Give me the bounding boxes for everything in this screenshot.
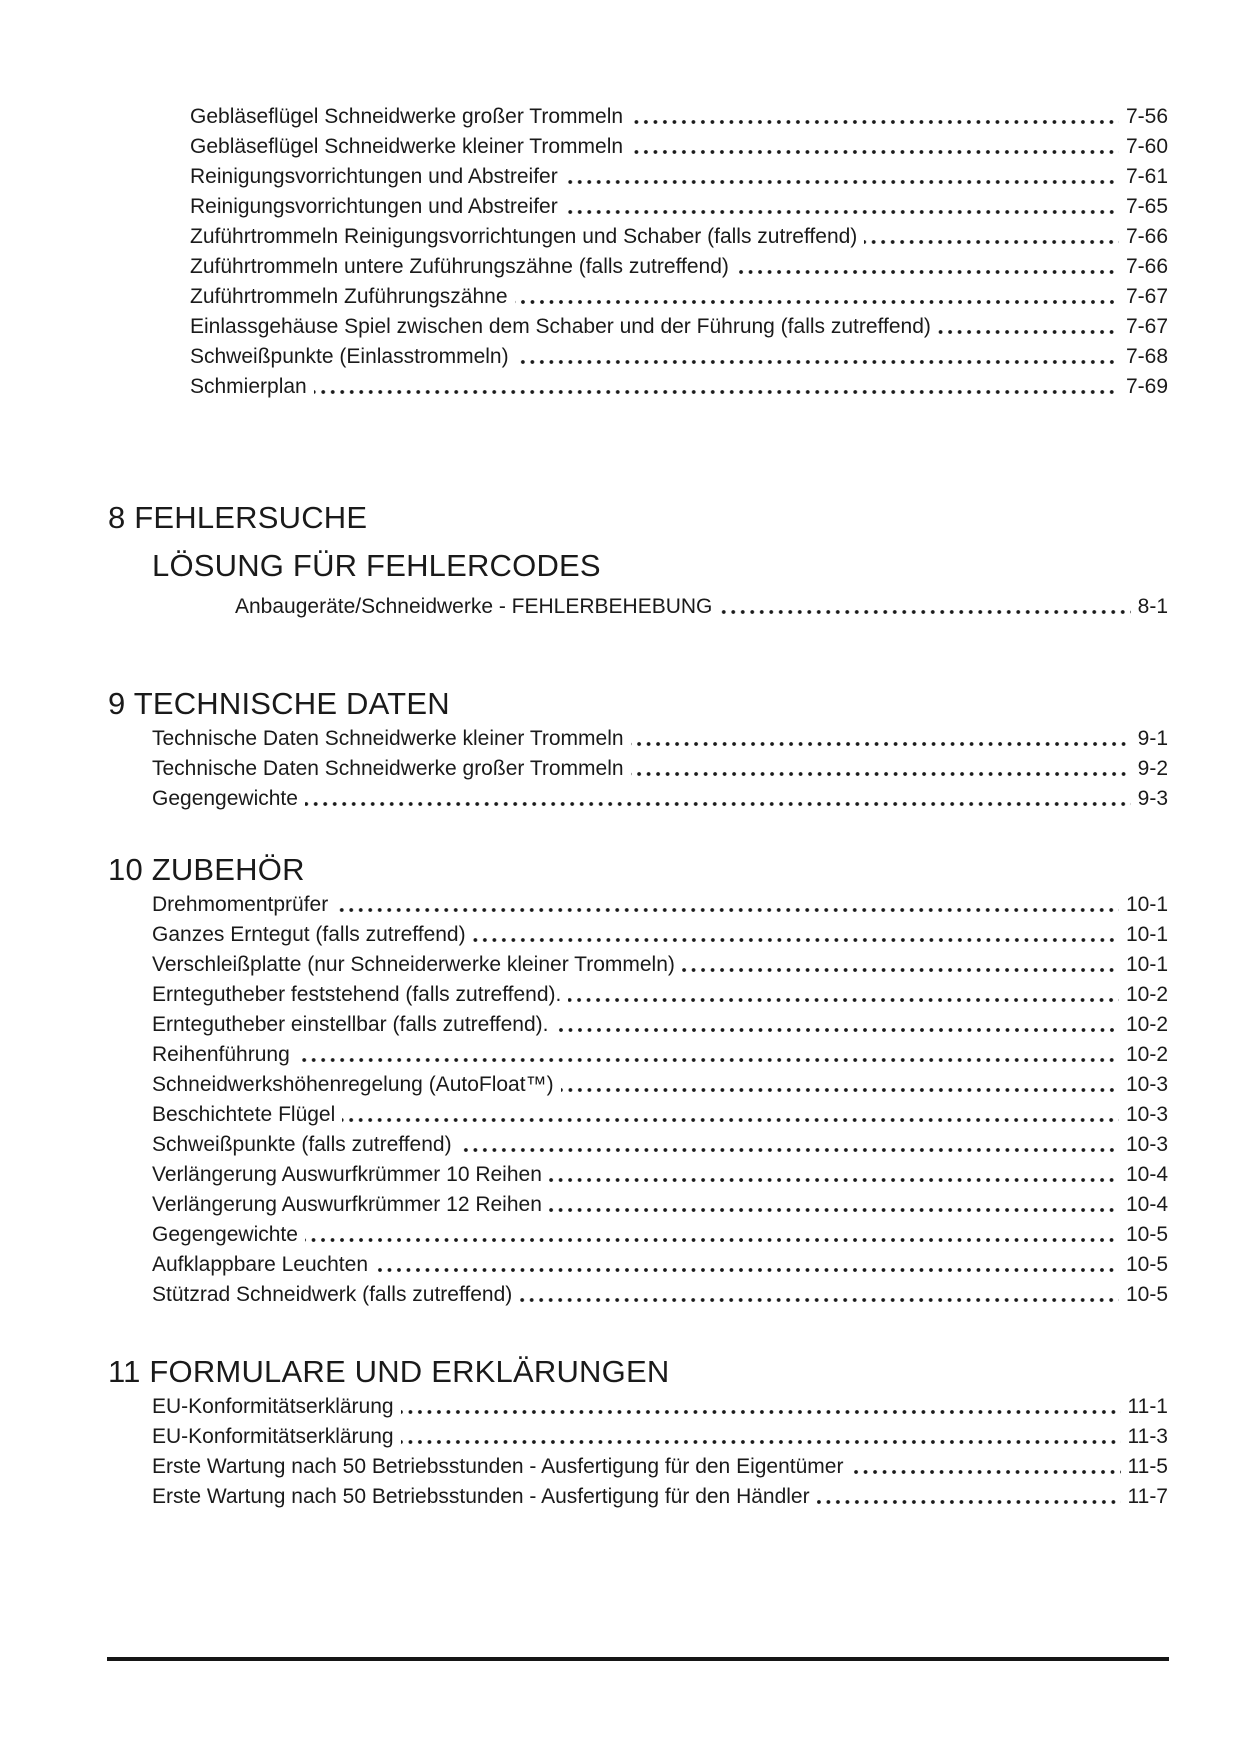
toc-entry	[152, 950, 1168, 980]
toc-entry-label: Erntegutheber feststehend (falls zutreffend).	[152, 983, 562, 1006]
toc-entry	[152, 754, 1168, 784]
dot-leader	[857, 222, 1126, 252]
dot-leader	[466, 920, 1126, 950]
dot-leader	[328, 890, 1126, 920]
toc-entry-label: Reinigungsvorrichtungen und Abstreifer	[190, 195, 558, 218]
toc-entry	[190, 312, 1168, 342]
toc-entry-page: 7-67	[1125, 285, 1168, 308]
toc-entry	[190, 132, 1168, 162]
toc-entry-page: 7-69	[1125, 375, 1168, 398]
dot-leader	[394, 1422, 1128, 1452]
dot-leader	[843, 1452, 1127, 1482]
toc-entry-label: Zuführtrommeln Reinigungsvorrichtungen und Schaber (falls zutreffend)	[190, 225, 858, 248]
toc-entry	[152, 1422, 1168, 1452]
toc-entry-page: 7-66	[1125, 255, 1168, 278]
toc-entry	[152, 1130, 1168, 1160]
dot-leader	[298, 784, 1138, 814]
chapter-heading-9: 9 TECHNISCHE DATEN	[108, 686, 450, 721]
footer-rule	[107, 1657, 1169, 1661]
toc-entry-label: Erste Wartung nach 50 Betriebsstunden - Ausfertigung für den Eigentümer	[152, 1455, 844, 1478]
dot-leader	[810, 1482, 1128, 1512]
toc-entry	[152, 784, 1168, 814]
toc-entry-page: 10-5	[1125, 1283, 1168, 1306]
toc-entry	[152, 1070, 1168, 1100]
toc-entry-label: Verlängerung Auswurfkrümmer 10 Reihen	[152, 1163, 542, 1186]
toc-entry	[152, 920, 1168, 950]
toc-entry-label: Gegengewichte	[152, 1223, 298, 1246]
dot-leader	[931, 312, 1126, 342]
toc-entry-page: 10-4	[1125, 1193, 1168, 1216]
toc-entry	[152, 1452, 1168, 1482]
toc-entry-list-10	[108, 890, 1168, 1310]
toc-entry-list-9	[108, 724, 1168, 814]
dot-leader	[558, 192, 1126, 222]
dot-leader	[508, 282, 1126, 312]
toc-entry-page: 9-3	[1137, 787, 1168, 810]
toc-entry-label: Gebläseflügel Schneidwerke großer Trommeln	[190, 105, 624, 128]
toc-entry-page: 10-1	[1125, 923, 1168, 946]
toc-entry-label: Gegengewichte	[152, 787, 298, 810]
toc-entry	[152, 1160, 1168, 1190]
toc-entry-page: 10-1	[1125, 893, 1168, 916]
toc-entry	[190, 162, 1168, 192]
dot-leader	[452, 1130, 1126, 1160]
toc-entry-page: 11-3	[1127, 1425, 1168, 1448]
toc-entry	[152, 1040, 1168, 1070]
toc-entry-page: 10-2	[1125, 983, 1168, 1006]
toc-entry-label: Schneidwerkshöhenregelung (AutoFloat™)	[152, 1073, 554, 1096]
toc-entry-page: 7-66	[1125, 225, 1168, 248]
toc-entry-label: Erste Wartung nach 50 Betriebsstunden - Ausfertigung für den Händler	[152, 1485, 810, 1508]
toc-entry-page: 11-1	[1127, 1395, 1168, 1418]
dot-leader	[542, 1190, 1126, 1220]
toc-entry-page: 10-3	[1125, 1103, 1168, 1126]
section-9	[108, 686, 1168, 814]
toc-entry-label: Technische Daten Schneidwerke großer Trommeln	[152, 757, 624, 780]
section-10	[108, 852, 1168, 1310]
dot-leader	[290, 1040, 1126, 1070]
toc-entry-label: Drehmomentprüfer	[152, 893, 329, 916]
toc-entry	[235, 592, 1168, 622]
toc-entry	[190, 282, 1168, 312]
toc-entry-label: Zuführtrommeln Zuführungszähne	[190, 285, 508, 308]
toc-entry	[152, 1220, 1168, 1250]
toc-entry-list-8	[108, 592, 1168, 622]
toc-entry-page: 8-1	[1137, 595, 1168, 618]
toc-entry-page: 7-60	[1125, 135, 1168, 158]
toc-entry-label: EU-Konformitätserklärung	[152, 1425, 394, 1448]
dot-leader	[368, 1250, 1126, 1280]
toc-entry	[152, 1190, 1168, 1220]
dot-leader	[512, 1280, 1126, 1310]
chapter-heading-11: 11 FORMULARE UND ERKLÄRUNGEN	[108, 1354, 670, 1389]
chapter-heading-10: 10 ZUBEHÖR	[108, 852, 305, 887]
dot-leader	[623, 102, 1126, 132]
toc-entry	[190, 222, 1168, 252]
dot-leader	[558, 162, 1126, 192]
toc-entry-page: 10-3	[1125, 1133, 1168, 1156]
dot-leader	[623, 132, 1126, 162]
dot-leader	[549, 1010, 1126, 1040]
toc-entry-label: Stützrad Schneidwerk (falls zutreffend)	[152, 1283, 513, 1306]
toc-entry	[190, 372, 1168, 402]
toc-entry-list-7	[108, 102, 1168, 402]
toc-entry	[190, 342, 1168, 372]
toc-entry-label: Gebläseflügel Schneidwerke kleiner Trommeln	[190, 135, 624, 158]
toc-entry-page: 7-65	[1125, 195, 1168, 218]
toc-entry	[152, 724, 1168, 754]
dot-leader	[542, 1160, 1126, 1190]
toc-entry-page: 9-1	[1137, 727, 1168, 750]
toc-entry-label: Einlassgehäuse Spiel zwischen dem Schaber und der Führung (falls zutreffend)	[190, 315, 931, 338]
toc-entry-page: 7-67	[1125, 315, 1168, 338]
dot-leader	[307, 372, 1126, 402]
toc-entry-page: 7-56	[1125, 105, 1168, 128]
toc-entry-page: 10-5	[1125, 1223, 1168, 1246]
toc-entry	[152, 1482, 1168, 1512]
section-7-continued	[108, 102, 1168, 402]
toc-entry-page: 11-5	[1127, 1455, 1168, 1478]
toc-entry-label: Anbaugeräte/Schneidwerke - FEHLERBEHEBUNG	[235, 595, 713, 618]
toc-entry	[152, 1392, 1168, 1422]
toc-entry-label: Verlängerung Auswurfkrümmer 12 Reihen	[152, 1193, 542, 1216]
toc-entry-page: 10-4	[1125, 1163, 1168, 1186]
toc-entry	[190, 192, 1168, 222]
toc-entry-page: 10-2	[1125, 1043, 1168, 1066]
toc-entry-label: Technische Daten Schneidwerke kleiner Trommeln	[152, 727, 624, 750]
toc-entry-label: Reinigungsvorrichtungen und Abstreifer	[190, 165, 558, 188]
toc-entry-page: 10-5	[1125, 1253, 1168, 1276]
toc-entry-label: Ganzes Erntegut (falls zutreffend)	[152, 923, 466, 946]
toc-entry	[190, 102, 1168, 132]
dot-leader	[298, 1220, 1126, 1250]
dot-leader	[554, 1070, 1126, 1100]
toc-entry-label: Schweißpunkte (falls zutreffend)	[152, 1133, 452, 1156]
subchapter-heading-8: LÖSUNG FÜR FEHLERCODES	[152, 548, 601, 583]
toc-entry-label: Erntegutheber einstellbar (falls zutreffend).	[152, 1013, 549, 1036]
toc-entry-label: EU-Konformitätserklärung	[152, 1395, 394, 1418]
section-11	[108, 1354, 1168, 1512]
toc-entry-label: Verschleißplatte (nur Schneiderwerke kleiner Trommeln)	[152, 953, 675, 976]
dot-leader	[624, 754, 1138, 784]
dot-leader	[335, 1100, 1126, 1130]
toc-entry-page: 10-3	[1125, 1073, 1168, 1096]
chapter-heading-8: 8 FEHLERSUCHE	[108, 500, 368, 535]
toc-entry-list-11	[108, 1392, 1168, 1512]
toc-entry	[152, 980, 1168, 1010]
toc-entry-page: 10-1	[1125, 953, 1168, 976]
toc-entry-label: Schweißpunkte (Einlasstrommeln)	[190, 345, 509, 368]
toc-entry-label: Schmierplan	[190, 375, 307, 398]
toc-entry-label: Aufklappbare Leuchten	[152, 1253, 368, 1276]
toc-entry-label: Zuführtrommeln untere Zuführungszähne (falls zutreffend)	[190, 255, 729, 278]
toc-entry-page: 7-61	[1125, 165, 1168, 188]
section-8	[108, 500, 1168, 622]
dot-leader	[624, 724, 1138, 754]
toc-entry	[152, 1100, 1168, 1130]
toc-entry-page: 9-2	[1137, 757, 1168, 780]
toc-entry-page: 11-7	[1127, 1485, 1168, 1508]
toc-entry-page: 7-68	[1125, 345, 1168, 368]
toc-entry-page: 10-2	[1125, 1013, 1168, 1036]
dot-leader	[561, 980, 1126, 1010]
dot-leader	[509, 342, 1126, 372]
dot-leader	[712, 592, 1137, 622]
toc-entry	[152, 890, 1168, 920]
toc-entry-label: Reihenführung	[152, 1043, 290, 1066]
toc-entry-label: Beschichtete Flügel	[152, 1103, 336, 1126]
dot-leader	[729, 252, 1126, 282]
toc-entry	[152, 1250, 1168, 1280]
toc-entry	[152, 1280, 1168, 1310]
toc-entry	[190, 252, 1168, 282]
dot-leader	[675, 950, 1126, 980]
dot-leader	[394, 1392, 1128, 1422]
toc-entry	[152, 1010, 1168, 1040]
